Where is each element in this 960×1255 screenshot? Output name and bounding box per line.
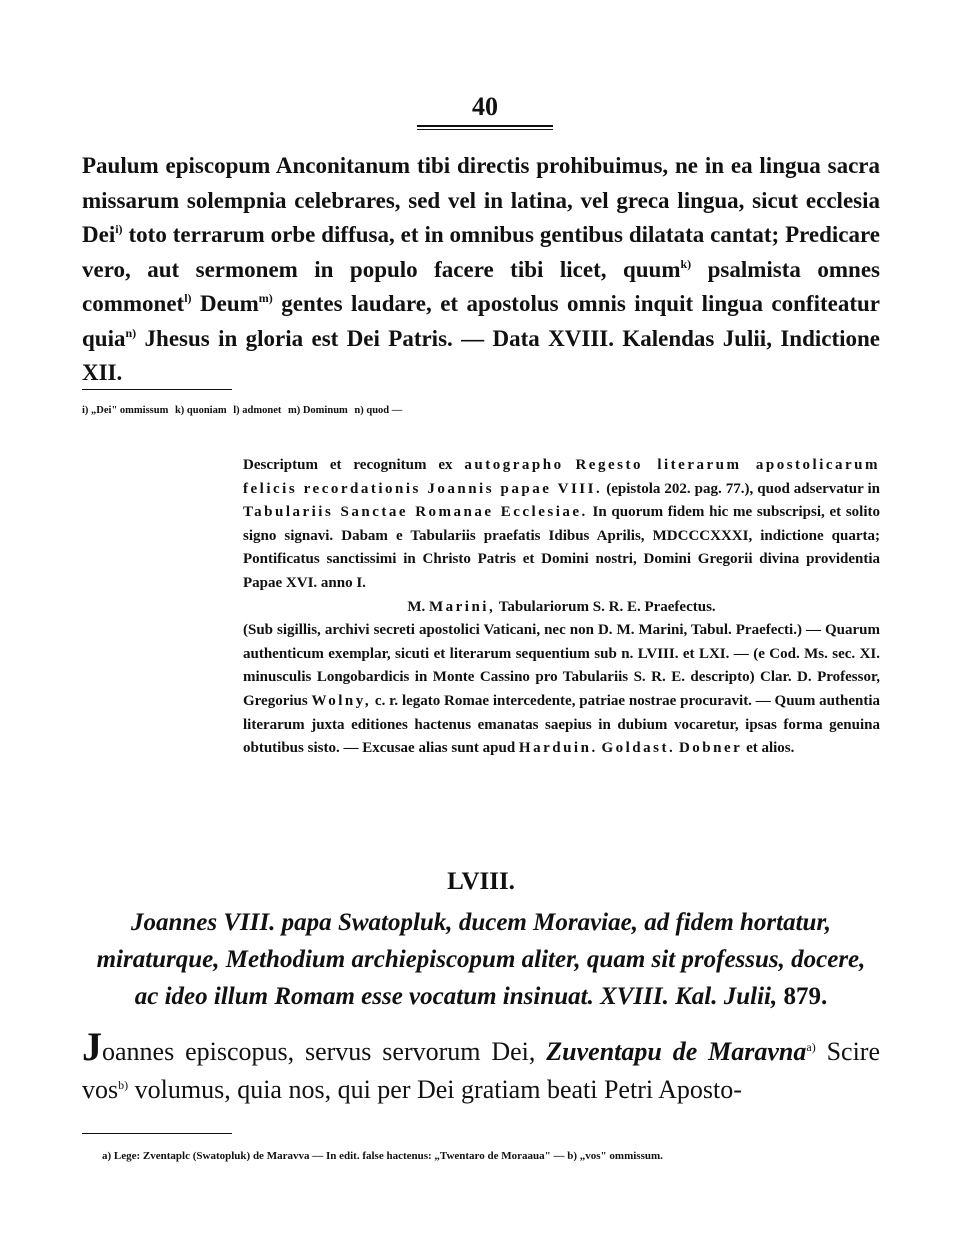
footnotes-top xyxy=(82,403,882,419)
letter-part: Scire vos xyxy=(82,1037,880,1104)
initial-letter: J xyxy=(82,1024,102,1069)
certification-paragraph xyxy=(243,454,880,596)
summary-name: Swatopluk, xyxy=(337,909,453,936)
letter-text xyxy=(82,1024,880,1109)
footnote-bottom: a) Lege: Zventaplc (Swatopluk) de Maravva — In edit. false hactenus: „Twentaro de Moraaua" — b) „vos" ommissum. xyxy=(102,1150,663,1162)
main-text-part: Paulum episcopum Anconitanum tibi directis prohibuimus, ne in ea lingua sacra missarum solempnia celebrares, sed vel in latina, vel greca lingua, sicut ecclesia Dei xyxy=(82,153,880,247)
main-paragraph xyxy=(82,149,880,391)
footnote-item: i) „Dei" ommissum xyxy=(82,405,169,416)
footnote-mark-a: a) xyxy=(806,1040,816,1054)
certification-block xyxy=(243,454,880,761)
cert-text: (epistola 202. pag. 77.), quod adservatur in xyxy=(606,480,881,497)
main-text-block xyxy=(82,149,880,391)
cert-text: (Sub sigillis, archivi secreti apostolici Vaticani, nec non D. M. Marini, Tabul. Praefecti.) — Quarum authenticum exemplar, sicuti et literarum sequentium sub n. LVIII. et LXI. — (e Cod. Ms. sec. XI. minusculis Longobardicis in Monte Cassino pro Tabulariis S. R. E. descripto) Clar. D. Professor, Gregorius xyxy=(243,622,880,709)
cert-text: c. r. legato Romae intercedente, patriae nostrae procuravit. — Quum authentia literarum juxta editiones hactenus emanatas saepius in dubium vocaretur, ipsas forma genuina obtutibus sisto. — Excusae alias sunt apud xyxy=(243,692,881,757)
cert-spaced-text: Goldast. xyxy=(601,740,676,757)
letter-recipient: Zuventapu de Maravna xyxy=(546,1037,807,1066)
footnote-item: k) quoniam xyxy=(174,405,227,416)
cert-spaced-text: Harduin. xyxy=(518,740,598,757)
footnote-divider xyxy=(82,389,232,390)
footnote-mark-i: i) xyxy=(115,222,123,236)
footnote-item: m) Dominum xyxy=(287,405,348,416)
main-text-part: Deum xyxy=(200,291,259,316)
page-number: 40 xyxy=(472,92,498,121)
signature-name: Marini, xyxy=(428,598,496,615)
letter-paragraph xyxy=(82,1024,880,1109)
footnote-mark-m: m) xyxy=(258,291,273,305)
cert-text: In quorum fidem hic me subscripsi, et solito signo signavi. Dabam e Tabulariis praefatis Idibus Aprilis, MDCCCXXXI, indictione quarta; Pontificatus sanctissimi in Christo Patris et Domini nostri, Domini Gregorii divina providentia Papae XVI. anno I. xyxy=(243,504,880,591)
cert-spaced-text: Wolny, xyxy=(311,692,372,709)
cert-text: et alios. xyxy=(746,740,795,757)
footnote-mark-k: k) xyxy=(680,256,692,271)
cert-text: Descriptum et recognitum ex xyxy=(243,457,453,473)
letter-part: oannes episcopus, servus servorum Dei, xyxy=(102,1037,536,1066)
summary-year: 879. xyxy=(783,983,828,1010)
main-text-part: gentes laudare, et apostolus omnis inquit lingua confiteatur quia xyxy=(82,291,880,351)
summary-text: Joannes VIII. papa xyxy=(130,909,332,936)
certification-paragraph xyxy=(243,619,880,761)
footnote-item: l) admonet xyxy=(233,405,282,416)
letter-summary xyxy=(82,904,880,1015)
signature-initial: M. xyxy=(407,598,426,615)
page-number-rule xyxy=(417,125,553,130)
signature-title: Tabulariorum S. R. E. Praefectus. xyxy=(498,598,716,615)
main-text-part: Jhesus in gloria est Dei Patris. — Data XVIII. Kalendas Julii, Indictione XII. xyxy=(82,325,881,385)
footnote-item: n) quod — xyxy=(354,405,403,416)
footnote-mark-n: n) xyxy=(125,325,137,340)
footnote-mark-b: b) xyxy=(118,1078,129,1092)
cert-spaced-text: Tabulariis Sanctae Romanae Ecclesiae. xyxy=(243,504,588,521)
summary-text: ducem Moraviae, ad fidem hortatur, miraturque, Methodium archiepiscopum aliter, quam sit professus, docere, ac ideo illum Romam esse vocatum insinuat. XVIII. Kal. Julii, xyxy=(96,909,866,1010)
section-heading: LVIII. xyxy=(447,868,515,895)
cert-spaced-text: autographo xyxy=(464,457,564,473)
footnote-mark-l: l) xyxy=(184,291,192,305)
main-text-part: toto terrarum orbe diffusa, et in omnibus gentibus dilatata cantat; Predicare vero, aut sermonem in populo facere tibi licet, quum xyxy=(82,222,881,282)
footnote-divider xyxy=(82,1133,232,1134)
certification-signature xyxy=(243,596,880,620)
main-text-part: psalmista omnes commonet xyxy=(82,256,880,316)
cert-spaced-text: Dobner xyxy=(678,740,743,757)
cert-spaced-text: Regesto literarum apostolicarum felicis recordationis Joannis papae VIII. xyxy=(243,457,881,497)
letter-part: volumus, quia nos, qui per Dei gratiam beati Petri Aposto- xyxy=(134,1075,742,1104)
